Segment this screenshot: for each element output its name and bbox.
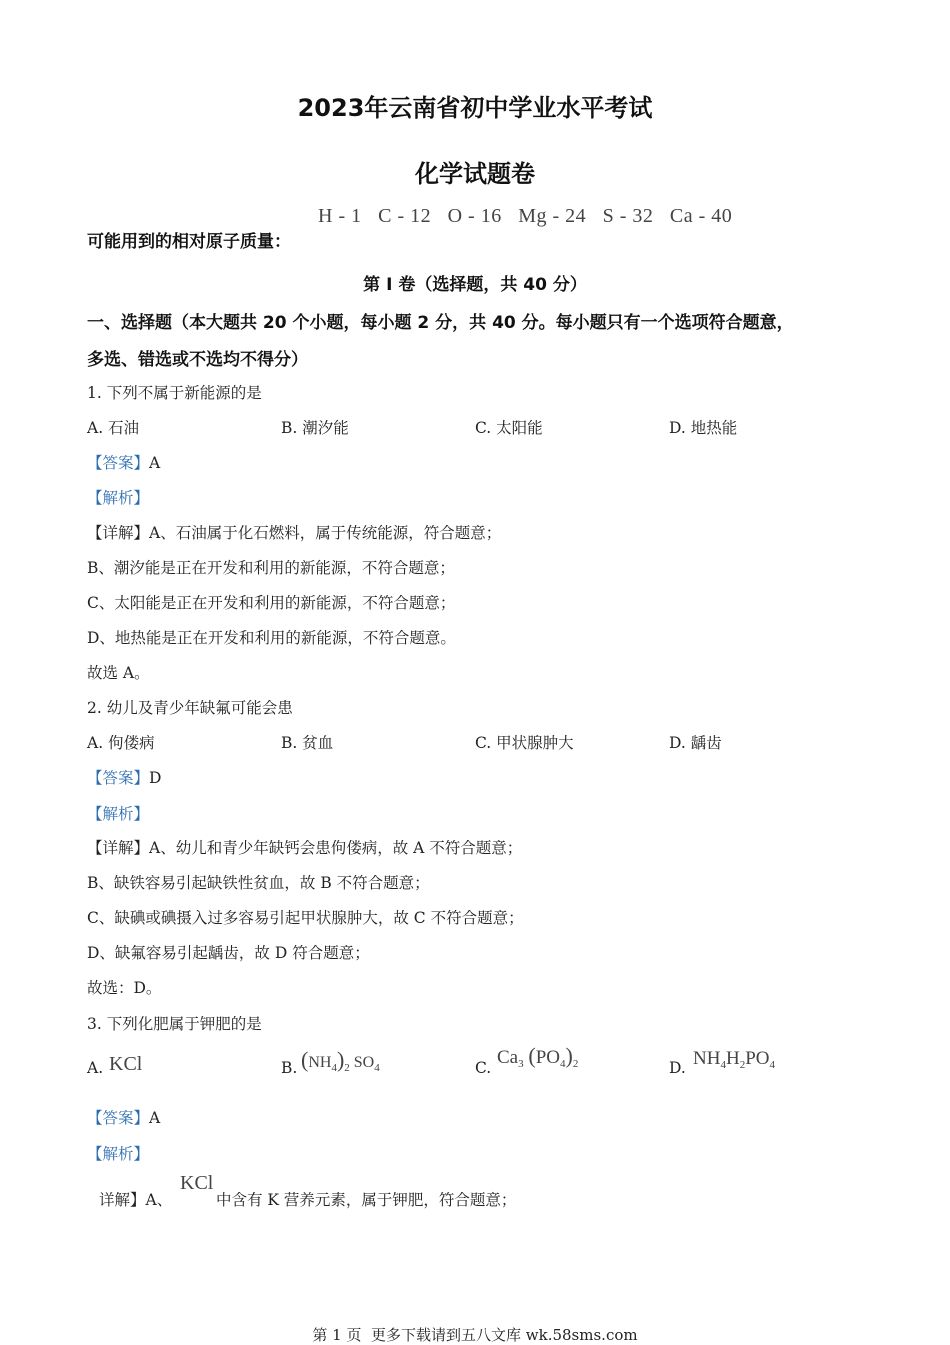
answer-label: 【答案】: [87, 454, 150, 472]
q1-option-a: A. 石油: [87, 419, 140, 437]
answer-value: D: [149, 769, 162, 787]
q1-detail-3: C、太阳能是正在开发和利用的新能源，不符合题意；: [87, 594, 456, 612]
q2-analysis-label: 【解析】: [87, 805, 150, 823]
formula-d-d: 2: [739, 1059, 746, 1071]
formula-d-b: 4: [720, 1059, 726, 1071]
q2-detail-4: D、缺氟容易引起龋齿，故 D 符合题意；: [87, 944, 370, 962]
formula-d-e: PO: [745, 1048, 770, 1069]
answer-label: 【答案】: [87, 769, 150, 787]
formula-c-b: 3: [518, 1058, 524, 1070]
q3-stem: 3. 下列化肥属于钾肥的是: [87, 1015, 262, 1033]
atomic-mass-label: 可能用到的相对原子质量：: [87, 232, 291, 252]
formula-c-d: 4: [559, 1058, 566, 1070]
q1-detail-1: 【详解】A、石油属于化石燃料，属于传统能源，符合题意；: [87, 524, 502, 542]
q2-option-a: A. 佝偻病: [87, 734, 155, 752]
q1-option-c: C. 太阳能: [475, 419, 543, 437]
section-instruction-1: 一、选择题（本大题共 20 个小题，每小题 2 分，共 40 分。每小题只有一个选项符合题意，: [87, 313, 794, 333]
q2-detail-2: B、缺铁容易引起缺铁性贫血，故 B 不符合题意；: [87, 874, 430, 892]
q1-option-b: B. 潮汐能: [281, 419, 349, 437]
answer-value: A: [149, 1109, 161, 1127]
q3-formula-b: $(NH_4)_2$ $SO_4$: [301, 1047, 380, 1074]
formula-c-a: Ca: [497, 1047, 519, 1068]
q2-option-b: B. 贫血: [281, 734, 334, 752]
q3-formula-a: KCl: [109, 1053, 143, 1075]
q2-detail-3: C、缺碘或碘摄入过多容易引起甲状腺肿大，故 C 不符合题意；: [87, 909, 524, 927]
q3-detail-suffix: 中含有 K 营养元素，属于钾肥，符合题意；: [216, 1191, 517, 1209]
page-footer: 第 1 页 更多下载请到五八文库 wk.58sms.com: [312, 1326, 638, 1344]
q2-detail-1: 【详解】A、幼儿和青少年缺钙会患佝偻病，故 A 不符合题意；: [87, 839, 523, 857]
formula-b-a: NH: [308, 1054, 332, 1071]
q3-option-d-letter: D.: [669, 1059, 686, 1077]
q2-stem: 2. 幼儿及青少年缺氟可能会患: [87, 699, 293, 717]
q2-detail-5: 故选：D。: [87, 979, 162, 997]
q2-option-c: C. 甲状腺肿大: [475, 734, 574, 752]
page-title: 2023年云南省初中学业水平考试: [297, 94, 653, 122]
q3-option-c-letter: C.: [475, 1059, 492, 1077]
formula-c-c: PO: [535, 1047, 560, 1068]
section-instruction-2: 多选、错选或不选均不得分）: [87, 350, 308, 370]
formula-b-b: 4: [331, 1062, 337, 1074]
formula-d-c: H: [725, 1048, 740, 1069]
q3-detail-formula: KCl: [180, 1172, 214, 1194]
q1-detail-4: D、地热能是正在开发和利用的新能源，不符合题意。: [87, 629, 456, 647]
q1-answer: [87, 451, 160, 473]
formula-b-c: 2: [344, 1062, 350, 1074]
q1-stem: 1. 下列不属于新能源的是: [87, 384, 262, 402]
q3-formula-c: $Ca_3$ $(PO_4)_2$: [497, 1043, 579, 1070]
formula-d-f: 4: [769, 1059, 775, 1071]
formula-d-a: NH: [693, 1048, 721, 1069]
q3-option-b-letter: B.: [281, 1059, 298, 1077]
volume-heading: 第 I 卷（选择题，共 40 分）: [363, 275, 587, 295]
q3-analysis-label: 【解析】: [87, 1145, 150, 1163]
formula-b-d: SO: [353, 1054, 375, 1071]
q1-analysis-label: 【解析】: [87, 489, 150, 507]
atomic-mass-values: H - 1 C - 12 O - 16 Mg - 24 S - 32 Ca - 40: [318, 205, 733, 227]
answer-label: 【答案】: [87, 1109, 150, 1127]
q1-option-d: D. 地热能: [669, 419, 738, 437]
q3-option-a-letter: A.: [87, 1059, 104, 1077]
page-subtitle: 化学试题卷: [415, 160, 535, 188]
q3-detail-prefix: 详解】A、: [99, 1191, 173, 1209]
q2-option-d: D. 龋齿: [669, 734, 722, 752]
formula-b-e: 4: [374, 1062, 380, 1074]
q2-answer: [87, 766, 161, 788]
formula-c-e: 2: [572, 1058, 579, 1070]
q1-detail-2: B、潮汐能是正在开发和利用的新能源，不符合题意；: [87, 559, 455, 577]
q3-formula-d: [693, 1048, 775, 1071]
q1-detail-5: 故选 A。: [87, 664, 150, 682]
q3-answer: [87, 1106, 160, 1128]
answer-value: A: [149, 454, 161, 472]
